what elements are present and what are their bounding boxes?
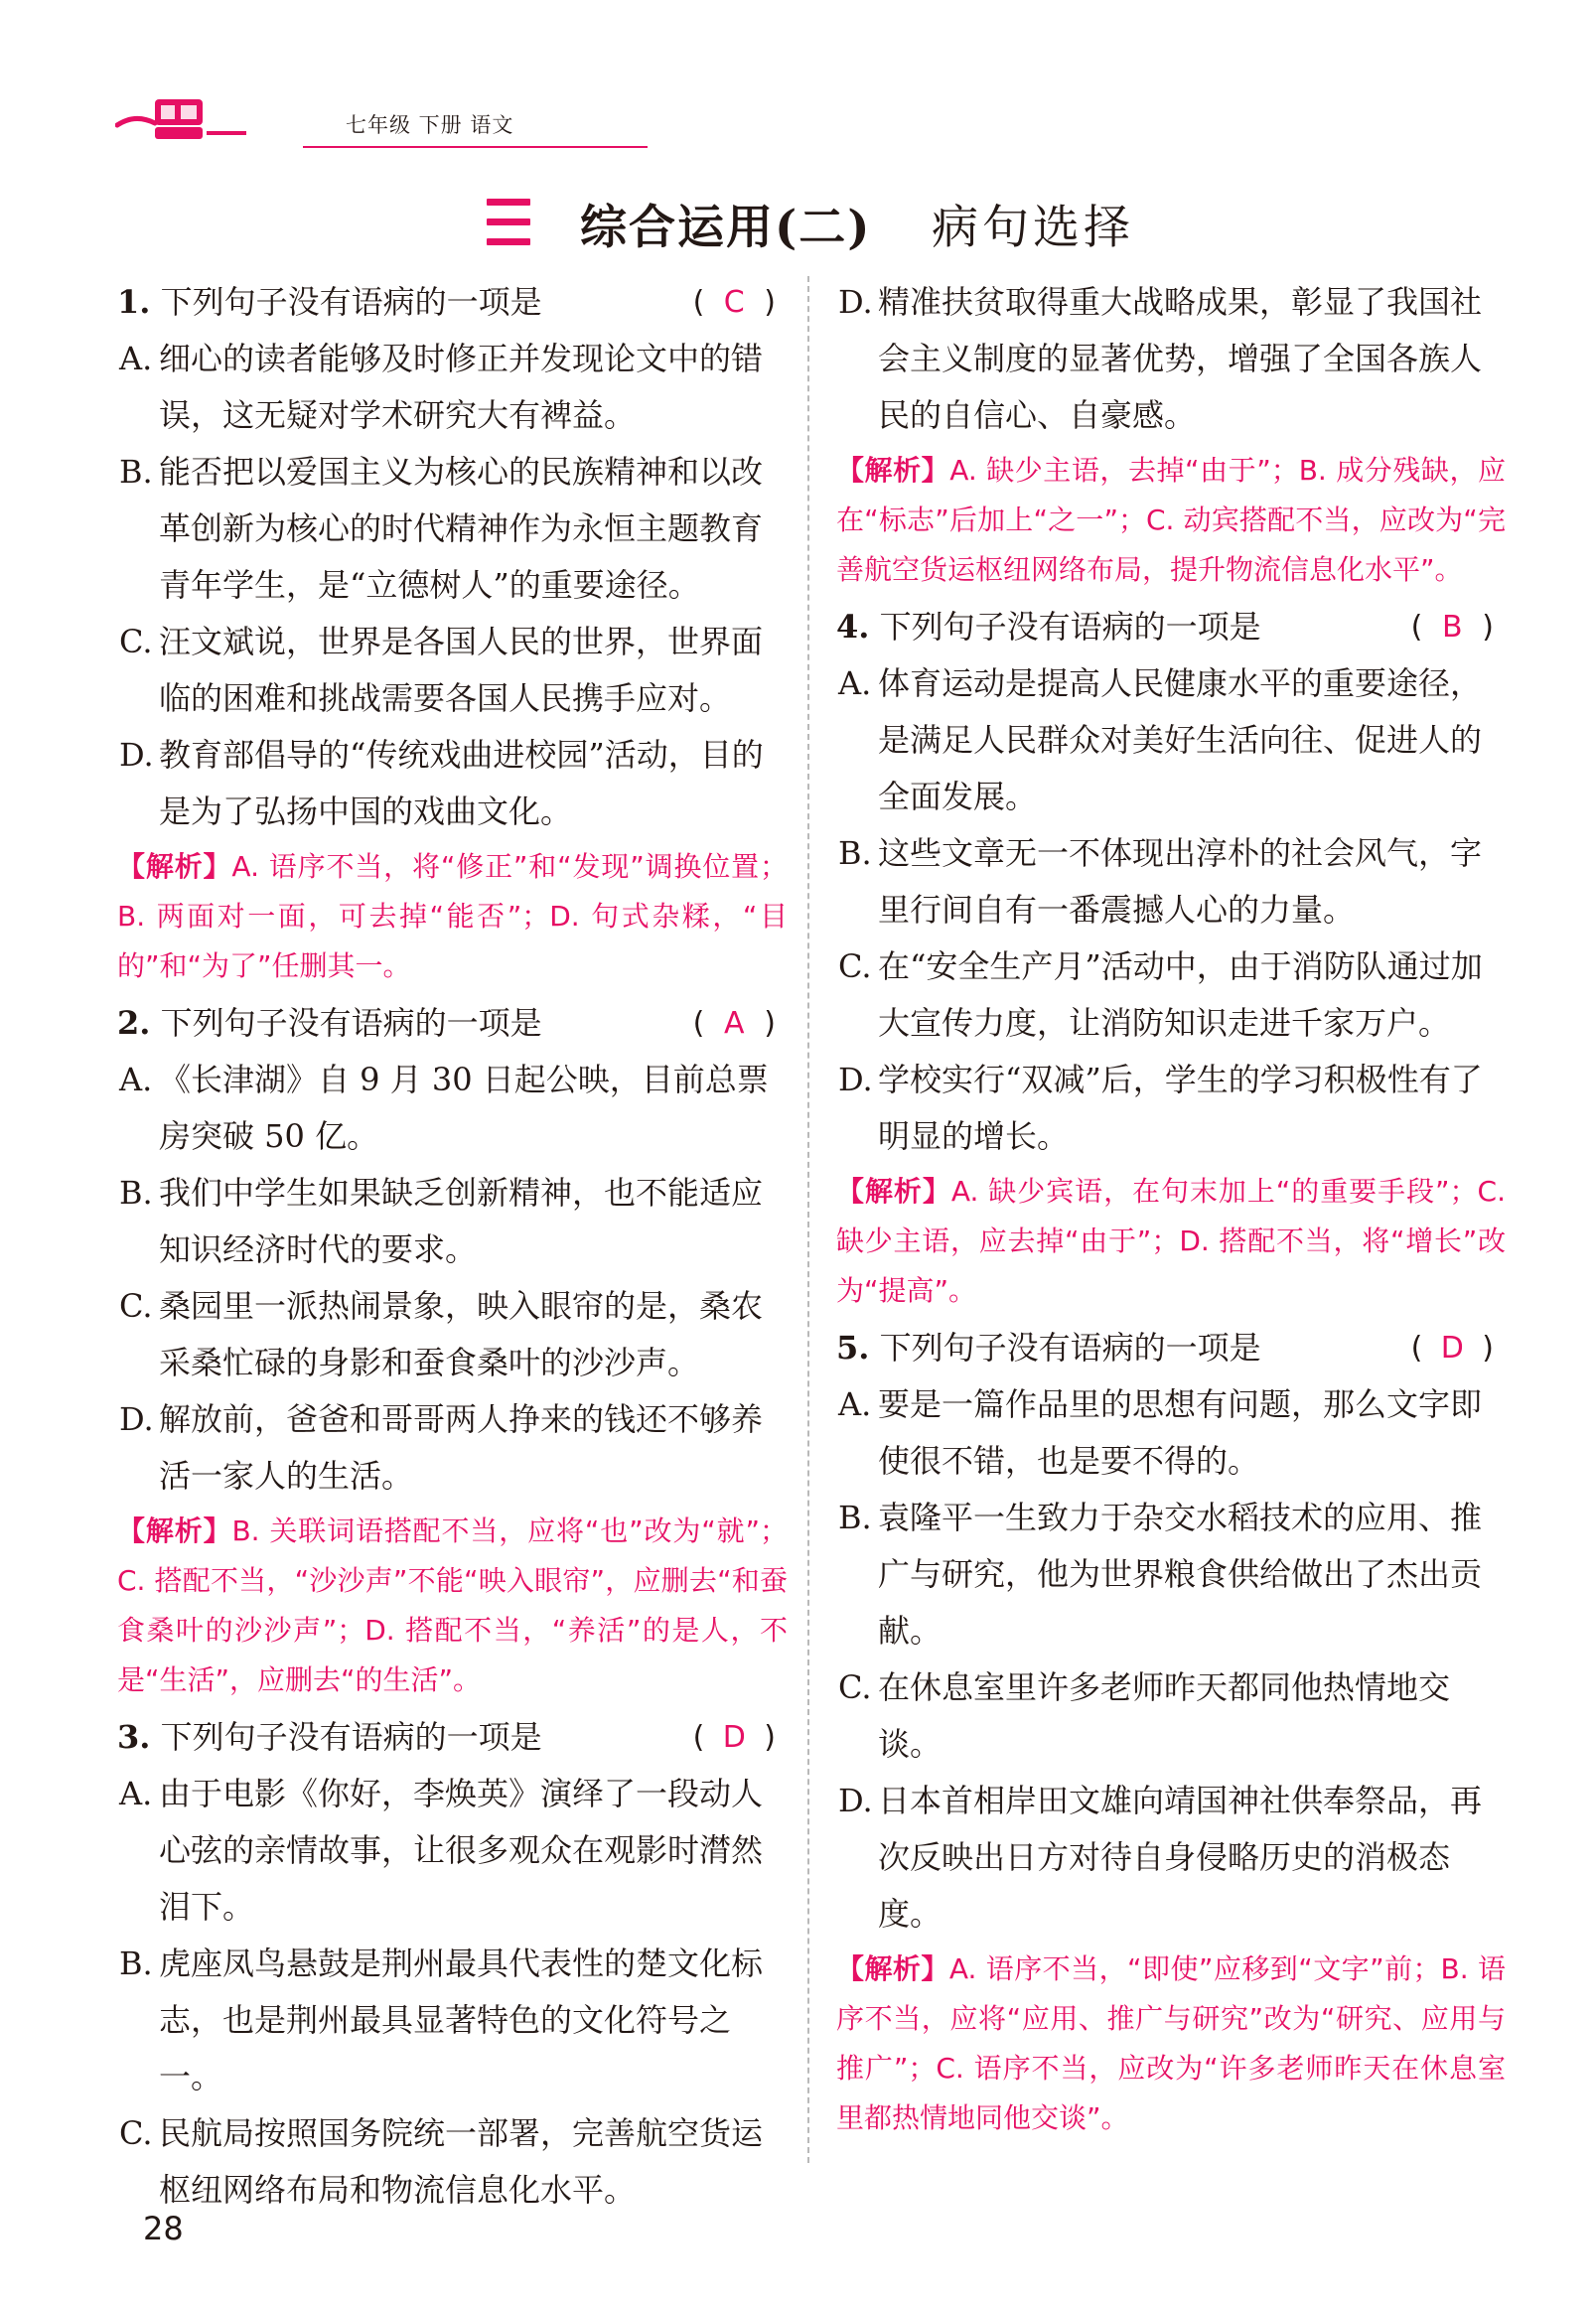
option-text: 汪文斌说，世界是各国人民的世界，世界面临的困难和挑战需要各国人民携手应对。 xyxy=(159,623,764,717)
option-text: 精准扶贫取得重大战略成果，彰显了我国社会主义制度的显著优势，增强了全国各族人民的自信心、自豪感。 xyxy=(878,283,1483,434)
option-text: 学校实行“双减”后，学生的学习积极性有了明显的增长。 xyxy=(878,1061,1483,1155)
option-text: 要是一篇作品里的思想有问题，那么文字即使很不错，也是要不得的。 xyxy=(878,1385,1483,1480)
option xyxy=(836,274,1506,444)
page-header xyxy=(99,91,548,151)
question-3 xyxy=(117,1709,788,2219)
option-letter: B. xyxy=(119,1945,153,1982)
title-sub: 病句选择 xyxy=(932,201,1134,255)
question-text: 下列句子没有语病的一项是 xyxy=(160,1004,542,1042)
option-letter: A. xyxy=(119,1775,153,1812)
explanation-text: A. 语序不当，“即使”应移到“文字”前；B. 语序不当，应将“应用、推广与研究”改为“研究、应用与推广”；C. 语序不当，应改为“许多老师昨天在休息室里都热情地同他交谈”。 xyxy=(836,1952,1506,2134)
explanation xyxy=(117,1507,788,1705)
option xyxy=(117,444,788,614)
explanation-tag: 【解析】 xyxy=(836,454,950,487)
option-text: 我们中学生如果缺乏创新精神，也不能适应知识经济时代的要求。 xyxy=(159,1174,764,1268)
answer-box: ( C ) xyxy=(693,274,776,331)
option-text: 民航局按照国务院统一部署，完善航空货运枢纽网络布局和物流信息化水平。 xyxy=(159,2114,764,2209)
option-text: 日本首相岸田文雄向靖国神社供奉祭品，再次反映出日方对待自身侵略历史的消极态度。 xyxy=(878,1782,1483,1933)
option-letter: B. xyxy=(119,453,153,491)
question-number: 3. xyxy=(117,1718,151,1756)
explanation-tag: 【解析】 xyxy=(117,850,232,883)
option-letter: C. xyxy=(119,2114,153,2152)
question-stem xyxy=(117,1709,788,1766)
option-text: 在休息室里许多老师昨天都同他热情地交谈。 xyxy=(878,1668,1451,1763)
option-letter: A. xyxy=(119,340,153,377)
option-text: 体育运动是提高人民健康水平的重要途径，是满足人民群众对美好生活向往、促进人的全面发展。 xyxy=(878,664,1483,815)
explanation-text: A. 语序不当，将“修正”和“发现”调换位置；B. 两面对一面，可去掉“能否”；D. 句式杂糅，“目的”和“为了”任删其一。 xyxy=(117,850,788,982)
explanation xyxy=(836,1167,1506,1316)
option-letter: B. xyxy=(119,1174,153,1212)
brand-logo xyxy=(115,95,246,143)
option xyxy=(117,1936,788,2105)
question-stem xyxy=(836,599,1506,655)
question-stem xyxy=(117,995,788,1052)
explanation xyxy=(836,1945,1506,2143)
explanation-tag: 【解析】 xyxy=(836,1175,951,1208)
explanation-text: A. 缺少宾语，在句末加上“的重要手段”；C. 缺少主语，应去掉“由于”；D. 搭配不当，将“增长”改为“提高”。 xyxy=(836,1175,1506,1307)
option-text: 虎座凤鸟悬鼓是荆州最具代表性的楚文化标志，也是荆州最具显著特色的文化符号之一。 xyxy=(159,1945,764,2095)
answer-box: ( B ) xyxy=(1411,599,1494,655)
question-stem xyxy=(836,1320,1506,1376)
question-number: 4. xyxy=(836,608,870,646)
question-text: 下列句子没有语病的一项是 xyxy=(879,1329,1261,1367)
option-text: 细心的读者能够及时修正并发现论文中的错误，这无疑对学术研究大有裨益。 xyxy=(159,340,764,434)
option-letter: D. xyxy=(838,1782,873,1819)
option-text: 由于电影《你好，李焕英》演绎了一段动人心弦的亲情故事，让很多观众在观影时潸然泪下。 xyxy=(159,1775,764,1926)
option-letter: A. xyxy=(838,664,872,702)
option xyxy=(117,1766,788,1936)
header-divider xyxy=(303,146,648,148)
option xyxy=(836,938,1506,1052)
option-letter: C. xyxy=(838,1668,872,1706)
option xyxy=(836,1773,1506,1943)
option-text: 桑园里一派热闹景象，映入眼帘的是，桑农采桑忙碌的身影和蚕食桑叶的沙沙声。 xyxy=(159,1287,764,1381)
explanation-tag: 【解析】 xyxy=(836,1952,949,1985)
answer-box: ( D ) xyxy=(1411,1320,1494,1376)
option-letter: D. xyxy=(119,1400,154,1438)
question-3-continued xyxy=(836,274,1506,595)
explanation-text: B. 关联词语搭配不当，应将“也”改为“就”；C. 搭配不当，“沙沙声”不能“映入眼帘”，应删去“和蚕食桑叶的沙沙声”；D. 搭配不当，“养活”的是人，不是“生活”，应删去“的生活”。 xyxy=(117,1514,788,1696)
option xyxy=(117,1165,788,1278)
option xyxy=(836,1376,1506,1490)
explanation-tag: 【解析】 xyxy=(117,1514,232,1547)
option xyxy=(836,1490,1506,1659)
option-text: 能否把以爱国主义为核心的民族精神和以改革创新为核心的时代精神作为永恒主题教育青年学生，是“立德树人”的重要途径。 xyxy=(159,453,764,604)
option xyxy=(117,1391,788,1505)
option-letter: C. xyxy=(119,623,153,660)
explanation-text: A. 缺少主语，去掉“由于”；B. 成分残缺，应在“标志”后加上“之一”；C. 动宾搭配不当，应改为“完善航空货运枢纽网络布局，提升物流信息化水平”。 xyxy=(836,454,1506,586)
page-number: 28 xyxy=(143,2210,184,2247)
option xyxy=(117,1278,788,1391)
option xyxy=(836,655,1506,825)
option xyxy=(836,1659,1506,1773)
title-main: 综合运用(二) xyxy=(580,201,872,255)
option xyxy=(117,2105,788,2219)
grade-label: 七年级 下册 语文 xyxy=(346,113,514,137)
option-text: 《长津湖》自 9 月 30 日起公映，目前总票房突破 50 亿。 xyxy=(159,1061,769,1155)
column-divider xyxy=(807,276,809,2163)
option-text: 教育部倡导的“传统戏曲进校园”活动，目的是为了弘扬中国的戏曲文化。 xyxy=(159,736,764,830)
answer-letter: D xyxy=(722,1720,746,1755)
option-letter: A. xyxy=(838,1385,872,1423)
option-text: 解放前，爸爸和哥哥两人挣来的钱还不够养活一家人的生活。 xyxy=(159,1400,764,1495)
title-bars-icon xyxy=(487,199,530,246)
question-1 xyxy=(117,274,788,991)
option-letter: B. xyxy=(838,834,872,872)
option-text: 在“安全生产月”活动中，由于消防队通过加大宣传力度，让消防知识走进千家万户。 xyxy=(878,947,1483,1042)
option-text: 这些文章无一不体现出淳朴的社会风气，字里行间自有一番震撼人心的力量。 xyxy=(878,834,1483,929)
question-text: 下列句子没有语病的一项是 xyxy=(160,283,542,321)
question-number: 2. xyxy=(117,1004,151,1042)
option xyxy=(117,614,788,727)
explanation xyxy=(836,446,1506,595)
option xyxy=(836,825,1506,938)
option xyxy=(117,727,788,840)
answer-letter: A xyxy=(724,1006,745,1041)
answer-letter: D xyxy=(1440,1331,1464,1366)
option-letter: B. xyxy=(838,1499,872,1536)
right-column xyxy=(836,274,1506,2147)
question-2 xyxy=(117,995,788,1705)
option-letter: D. xyxy=(838,283,873,321)
question-number: 5. xyxy=(836,1329,870,1367)
option-letter: A. xyxy=(119,1061,153,1098)
question-stem xyxy=(117,274,788,331)
option-text: 袁隆平一生致力于杂交水稻技术的应用、推广与研究，他为世界粮食供给做出了杰出贡献。 xyxy=(878,1499,1483,1650)
option-letter: D. xyxy=(838,1061,873,1098)
option xyxy=(836,1052,1506,1165)
question-text: 下列句子没有语病的一项是 xyxy=(879,608,1261,646)
answer-letter: C xyxy=(723,285,745,320)
answer-box: ( A ) xyxy=(693,995,776,1052)
option xyxy=(117,1052,788,1165)
left-column xyxy=(117,274,788,2219)
answer-box: ( D ) xyxy=(693,1709,776,1766)
option-letter: C. xyxy=(838,947,872,985)
option-letter: C. xyxy=(119,1287,153,1325)
question-number: 1. xyxy=(117,283,151,321)
option-letter: D. xyxy=(119,736,154,774)
question-4 xyxy=(836,599,1506,1316)
answer-letter: B xyxy=(1441,610,1463,645)
option xyxy=(117,331,788,444)
explanation xyxy=(117,842,788,991)
question-text: 下列句子没有语病的一项是 xyxy=(160,1718,542,1756)
question-5 xyxy=(836,1320,1506,2143)
